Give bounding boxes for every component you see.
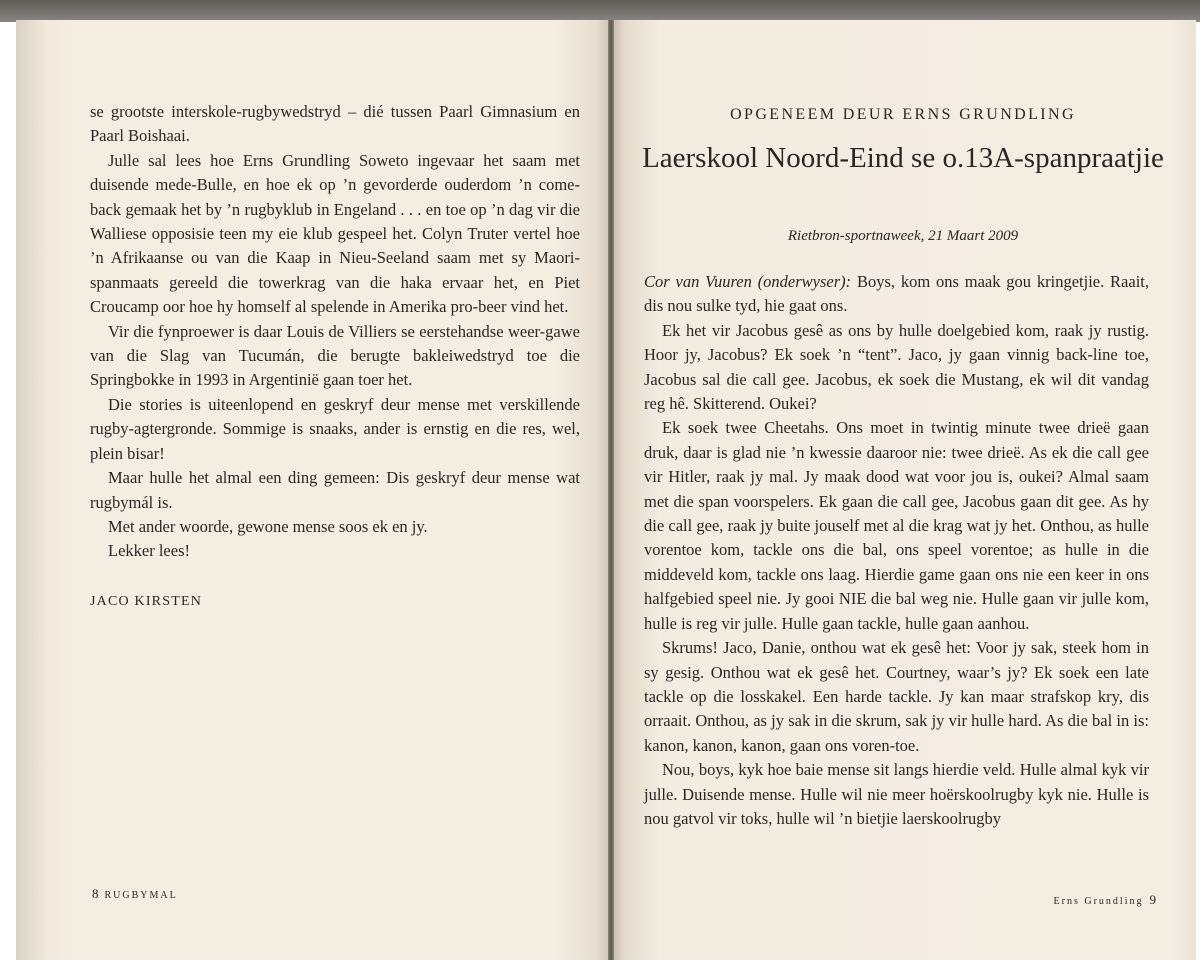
paragraph: Die stories is uiteenlopend en geskryf deur mense met verskillende rugby-agtergronde. Sommige is snaaks, ander is ernstig en die res, wel, plein bisar! — [90, 394, 580, 463]
paragraph: Vir die fynproewer is daar Louis de Villiers se eerstehandse weer-gawe van die Slag van Tucumán, die berugte bakleiwedstryd toe die Springbokke in 1993 in Argentinië gaan toer het. — [90, 321, 580, 390]
page-number: 8 — [92, 886, 99, 901]
left-page-body — [90, 100, 580, 614]
paragraph: Met ander woorde, gewone mense soos ek en jy. — [108, 516, 428, 536]
dateline: Rietbron-sportnaweek, 21 Maart 2009 — [787, 228, 1019, 244]
right-page — [610, 20, 1196, 960]
author-signature: JACO KIRSTEN — [90, 593, 203, 609]
paragraph: Ek het vir Jacobus gesê as ons by hulle doelgebied kom, raak jy rustig. Hoor jy, Jacobus? Ek soek ’n “tent”. Jaco, jy gaan vinnig back-line toe, Jacobus sal die call gee. Jacobus, ek soek die Mustang, ek wil dit vandag reg hê. Skitterend. Oukei? — [644, 320, 1149, 414]
paragraph: Lekker lees! — [108, 541, 190, 561]
byline-kicker: OPGENEEM DEUR ERNS GRUNDLING — [730, 106, 1076, 123]
page-number: 9 — [1149, 892, 1156, 907]
scan-margin — [0, 960, 1200, 966]
book-spread — [16, 20, 1196, 960]
paragraph: Julle sal lees hoe Erns Grundling Soweto ingevaar het saam met duisende mede-Bulle, en hoe ek op ’n gevorderde ouderdom ’n come-back gemaak het by ’n rugbyklub in Engeland . . . en toe op ’n dag vir die Walliese opposisie teen my eie klub gespeel het. Colyn Truter vertel hoe ’n Afrikaanse ou van die Kaap in Nieu-Seeland saam met sy Maori-spanmaats gereeld die towerkrag van die haka ervaar het, en Piet Croucamp oor hoe hy homself al spelende in Amerika pro-beer vind het. — [90, 150, 580, 317]
book-gutter — [608, 20, 614, 960]
paragraph — [644, 270, 1149, 319]
right-page-footer — [1054, 892, 1156, 908]
right-page-body — [644, 270, 1149, 831]
running-head: Erns Grundling — [1053, 896, 1144, 907]
speaker-label: Cor van Vuuren (onderwyser): — [644, 272, 852, 291]
left-page-footer — [92, 886, 178, 902]
chapter-title: Laerskool Noord-Eind se o.13A-spanpraatjie — [642, 142, 1164, 174]
paragraph: Ek soek twee Cheetahs. Ons moet in twintig minute twee drieë gaan druk, daar is glad nie ’n kwessie daaroor nie: twee drieë. As ek die call gee vir Hitler, raak jy mal. Jy maak dood wat voor jou is, oukei? Almal saam met die span voorspelers. Ek gaan die call gee, Jacobus gaan dit gee. As hy die call gee, raak jy buite jouself met al die krag wat jy het. Onthou, as hulle vorentoe kom, tackle ons die bal, ons speel vorentoe; as hulle in die middeveld kom, tackle ons laag. Hierdie game gaan ons nie een keer in ons halfgebied speel nie. Jy gooi NIE die bal weg nie. Hulle gaan vir julle kom, hulle is reg vir julle. Hulle gaan tackle, hulle gaan aanhou. — [644, 418, 1149, 633]
paragraph: Nou, boys, kyk hoe baie mense sit langs hierdie veld. Hulle almal kyk vir julle. Duisende mense. Hulle wil nie meer hoërskoolrugby kyk nie. Hulle is nou gatvol vir toks, hulle wil ’n bietjie laerskoolrugby — [644, 760, 1149, 828]
paragraph: Maar hulle het almal een ding gemeen: Dis geskryf deur mense wat rugbymál is. — [90, 468, 580, 512]
paragraph: se grootste interskole-rugbywedstryd – dié tussen Paarl Gimnasium en Paarl Boishaai. — [90, 102, 580, 146]
scanner-edge — [0, 0, 1200, 22]
paragraph: Skrums! Jaco, Danie, onthou wat ek gesê het: Voor jy sak, steek hom in sy gesig. Onthou wat ek gesê het. Courtney, waar’s jy? Ek soek een late tackle op die losskakel. Een harde tackle. Jy kan maar strafskop kry, dis orraait. Onthou, as jy sak in die skrum, sak jy vir hulle hard. As die bal in is: kanon, kanon, kanon, gaan ons voren-toe. — [644, 638, 1149, 755]
speech-text: Boys, kom ons maak gou kringetjie. Raait, dis nou sulke tyd, hie gaat ons. — [644, 272, 1149, 316]
running-head: RUGBYMAL — [104, 890, 178, 901]
left-page — [16, 20, 610, 960]
